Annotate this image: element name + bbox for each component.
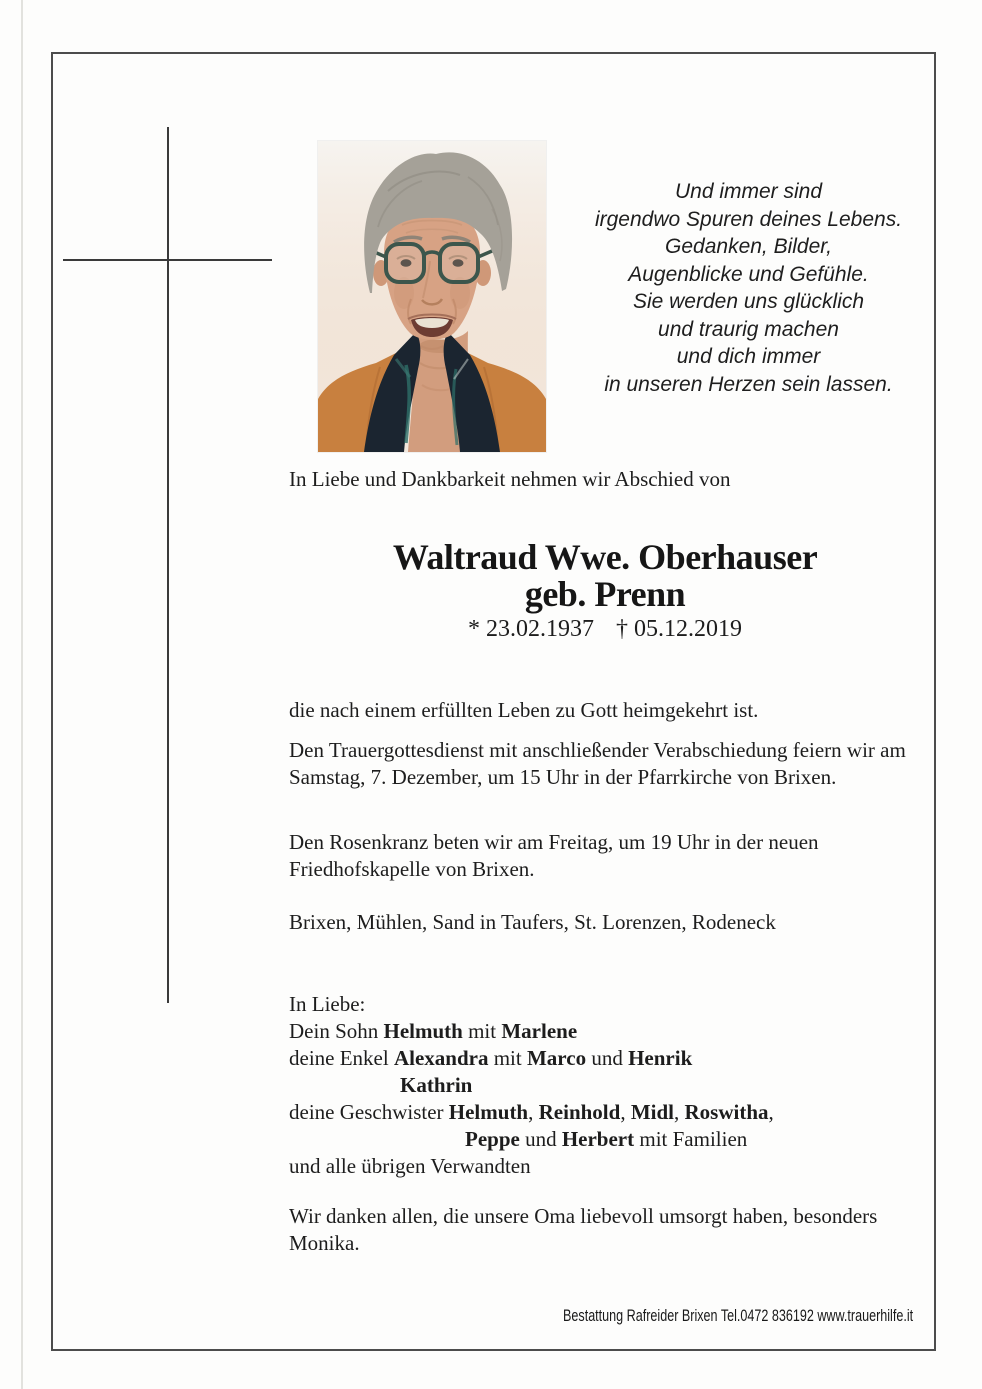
paragraph-funeral-service: Den Trauergottesdienst mit anschließender Verabschiedung feiern wir am Samstag, 7. Dezember, um 15 Uhr in der Pfarrkirche von Brixen. — [289, 738, 906, 789]
poem-line: Und immer sind — [674, 180, 823, 203]
poem-line: und dich immer — [676, 345, 821, 368]
paragraph-homecoming: die nach einem erfüllten Leben zu Gott heimgekehrt ist. — [289, 698, 759, 722]
birth-date: * 23.02.1937 — [468, 616, 594, 642]
family-line: Dein Sohn Helmuth mit Marlene — [289, 1019, 578, 1043]
portrait-illustration — [318, 141, 546, 452]
poem-line: Sie werden uns glücklich — [632, 290, 865, 313]
poem-line: irgendwo Spuren deines Lebens. — [594, 207, 903, 231]
deceased-maiden-name: geb. Prenn — [524, 574, 686, 614]
poem-line: Gedanken, Bilder, — [665, 235, 832, 258]
memorial-poem — [566, 178, 931, 398]
family-block — [289, 991, 939, 1180]
poem-line: und traurig machen — [658, 317, 839, 341]
funeral-home-footer: Bestattung Rafreider Brixen Tel.0472 836192 www.trauerhilfe.it — [562, 1306, 913, 1325]
family-line: deine Geschwister Helmuth, Reinhold, Midl, Roswitha, — [289, 1100, 774, 1124]
portrait-photo — [318, 141, 546, 452]
scan-edge-artifact — [21, 0, 23, 1389]
family-line: Kathrin — [400, 1073, 473, 1097]
paragraph-places: Brixen, Mühlen, Sand in Taufers, St. Lorenzen, Rodeneck — [289, 910, 776, 934]
poem-line: Augenblicke und Gefühle. — [628, 262, 869, 286]
death-date: † 05.12.2019 — [616, 616, 742, 642]
family-intro: In Liebe: — [289, 992, 366, 1016]
family-lines — [289, 1018, 939, 1180]
family-line: Peppe und Herbert mit Familien — [465, 1127, 748, 1151]
cross-horizontal-bar — [63, 259, 272, 261]
family-line: und alle übrigen Verwandten — [289, 1154, 531, 1178]
paragraph-thanks: Wir danken allen, die unsere Oma liebevoll umsorgt haben, besonders Monika. — [289, 1204, 878, 1255]
poem-line: in unseren Herzen sein lassen. — [604, 372, 893, 396]
deceased-block — [289, 538, 921, 645]
farewell-intro: In Liebe und Dankbarkeit nehmen wir Abschied von — [289, 467, 731, 491]
paragraph-rosary: Den Rosenkranz beten wir am Freitag, um 19 Uhr in der neuen Friedhofskapelle von Brixen. — [289, 830, 819, 881]
life-dates — [289, 613, 921, 645]
deceased-name: Waltraud Wwe. Oberhauser — [392, 537, 818, 577]
family-line: deine Enkel Alexandra mit Marco und Henrik — [289, 1046, 693, 1070]
